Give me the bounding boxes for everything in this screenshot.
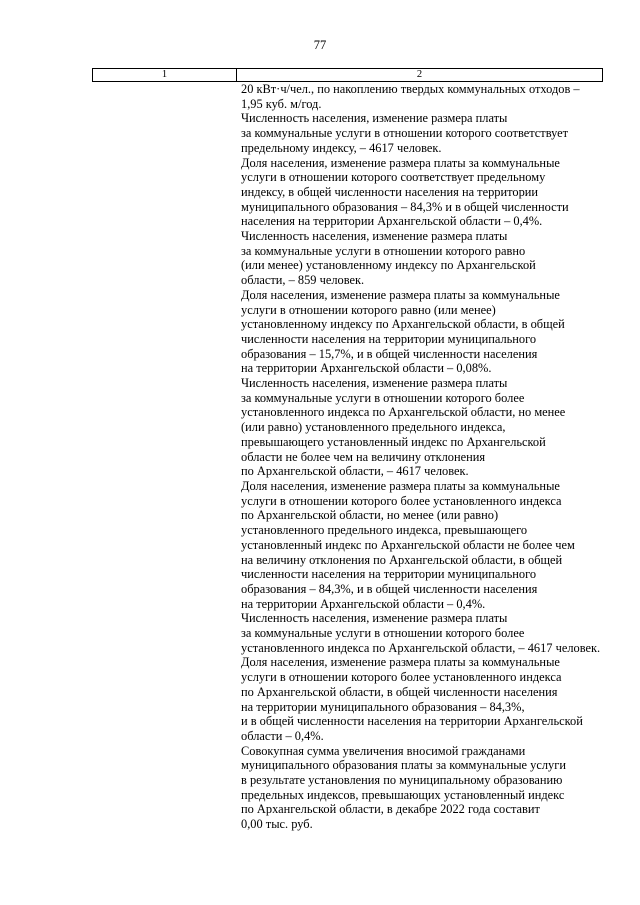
text-line: на территории муниципального образования – 84,3%, [241, 699, 525, 714]
text-line: установленный индекс по Архангельской области не более чем [241, 537, 575, 552]
text-line: предельных индексов, превышающих установленный индекс [241, 787, 565, 802]
text-line: области не более чем на величину отклонения [241, 449, 486, 464]
text-line: индексу, в общей численности населения на территории [241, 184, 539, 199]
text-line: установленного индекса по Архангельской области, но менее [241, 405, 566, 420]
text-line: установленному индексу по Архангельской области, в общей [241, 317, 565, 332]
text-line: Доля населения, изменение размера платы за коммунальные [241, 287, 560, 302]
text-line: за коммунальные услуги в отношении которого равно [241, 243, 526, 258]
text-line: по Архангельской области, в общей численности населения [241, 684, 558, 699]
text-line: установленного индекса по Архангельской области, – 4617 человек. [241, 640, 601, 655]
text-line: за коммунальные услуги в отношении которого соответствует [241, 126, 569, 141]
text-line: численности населения на территории муниципального [241, 567, 537, 582]
table-header-row [92, 68, 603, 82]
text-line: области – 0,4%. [241, 728, 324, 743]
text-line: Совокупная сумма увеличения вносимой гражданами [241, 743, 526, 758]
text-line: за коммунальные услуги в отношении которого более [241, 626, 525, 641]
text-line: области, – 859 человек. [241, 273, 365, 288]
text-line: Численность населения, изменение размера платы [241, 229, 508, 244]
text-line: Численность населения, изменение размера платы [241, 111, 508, 126]
text-line: и в общей численности населения на территории Архангельской [241, 714, 583, 729]
text-line: в результате установления по муниципальному образованию [241, 773, 563, 788]
text-line: услуги в отношении которого равно (или менее) [241, 302, 496, 317]
text-line: (или менее) установленному индексу по Архангельской [241, 258, 536, 273]
text-line: населения на территории Архангельской области – 0,4%. [241, 214, 543, 229]
text-line: установленного предельного индекса, превышающего [241, 523, 528, 538]
text-line: Доля населения, изменение размера платы за коммунальные [241, 478, 560, 493]
column-2-number: 2 [416, 69, 423, 80]
text-line: Доля населения, изменение размера платы за коммунальные [241, 655, 560, 670]
text-line: Доля населения, изменение размера платы за коммунальные [241, 155, 560, 170]
text-line: услуги в отношении которого более установленного индекса [241, 670, 562, 685]
text-line: численности населения на территории муниципального [241, 331, 537, 346]
text-line: 20 кВт·ч/чел., по накоплению твердых коммунальных отходов – [241, 82, 580, 96]
text-line: 1,95 куб. м/год. [241, 96, 322, 111]
text-line: за коммунальные услуги в отношении которого более [241, 390, 525, 405]
page-number: 77 [313, 38, 327, 52]
text-line: на территории Архангельской области – 0,08%. [241, 361, 492, 376]
text-line: по Архангельской области, в декабре 2022 года составит [241, 802, 540, 817]
text-line: образования – 84,3%, и в общей численности населения [241, 581, 538, 596]
text-line: по Архангельской области, но менее (или равно) [241, 508, 499, 523]
text-line: образования – 15,7%, и в общей численности населения [241, 346, 538, 361]
document-body-text [241, 82, 609, 832]
text-line: предельному индексу, – 4617 человек. [241, 140, 442, 155]
column-1-number: 1 [93, 69, 237, 81]
text-line: превышающего установленный индекс по Архангельской [241, 434, 546, 449]
text-line: услуги в отношении которого более установленного индекса [241, 493, 562, 508]
text-line: на территории Архангельской области – 0,4%. [241, 596, 486, 611]
text-line: 0,00 тыс. руб. [241, 817, 313, 832]
text-line: Численность населения, изменение размера платы [241, 611, 508, 626]
text-line: (или равно) установленного предельного индекса, [241, 420, 506, 435]
column-number-row [92, 68, 603, 82]
text-line: по Архангельской области, – 4617 человек. [241, 464, 469, 479]
text-line: муниципального образования – 84,3% и в общей численности [241, 199, 569, 214]
text-line: Численность населения, изменение размера платы [241, 376, 508, 391]
text-line: услуги в отношении которого соответствует предельному [241, 170, 546, 185]
text-line: муниципального образования платы за коммунальные услуги [241, 758, 566, 773]
text-line: на величину отклонения по Архангельской области, в общей [241, 552, 563, 567]
